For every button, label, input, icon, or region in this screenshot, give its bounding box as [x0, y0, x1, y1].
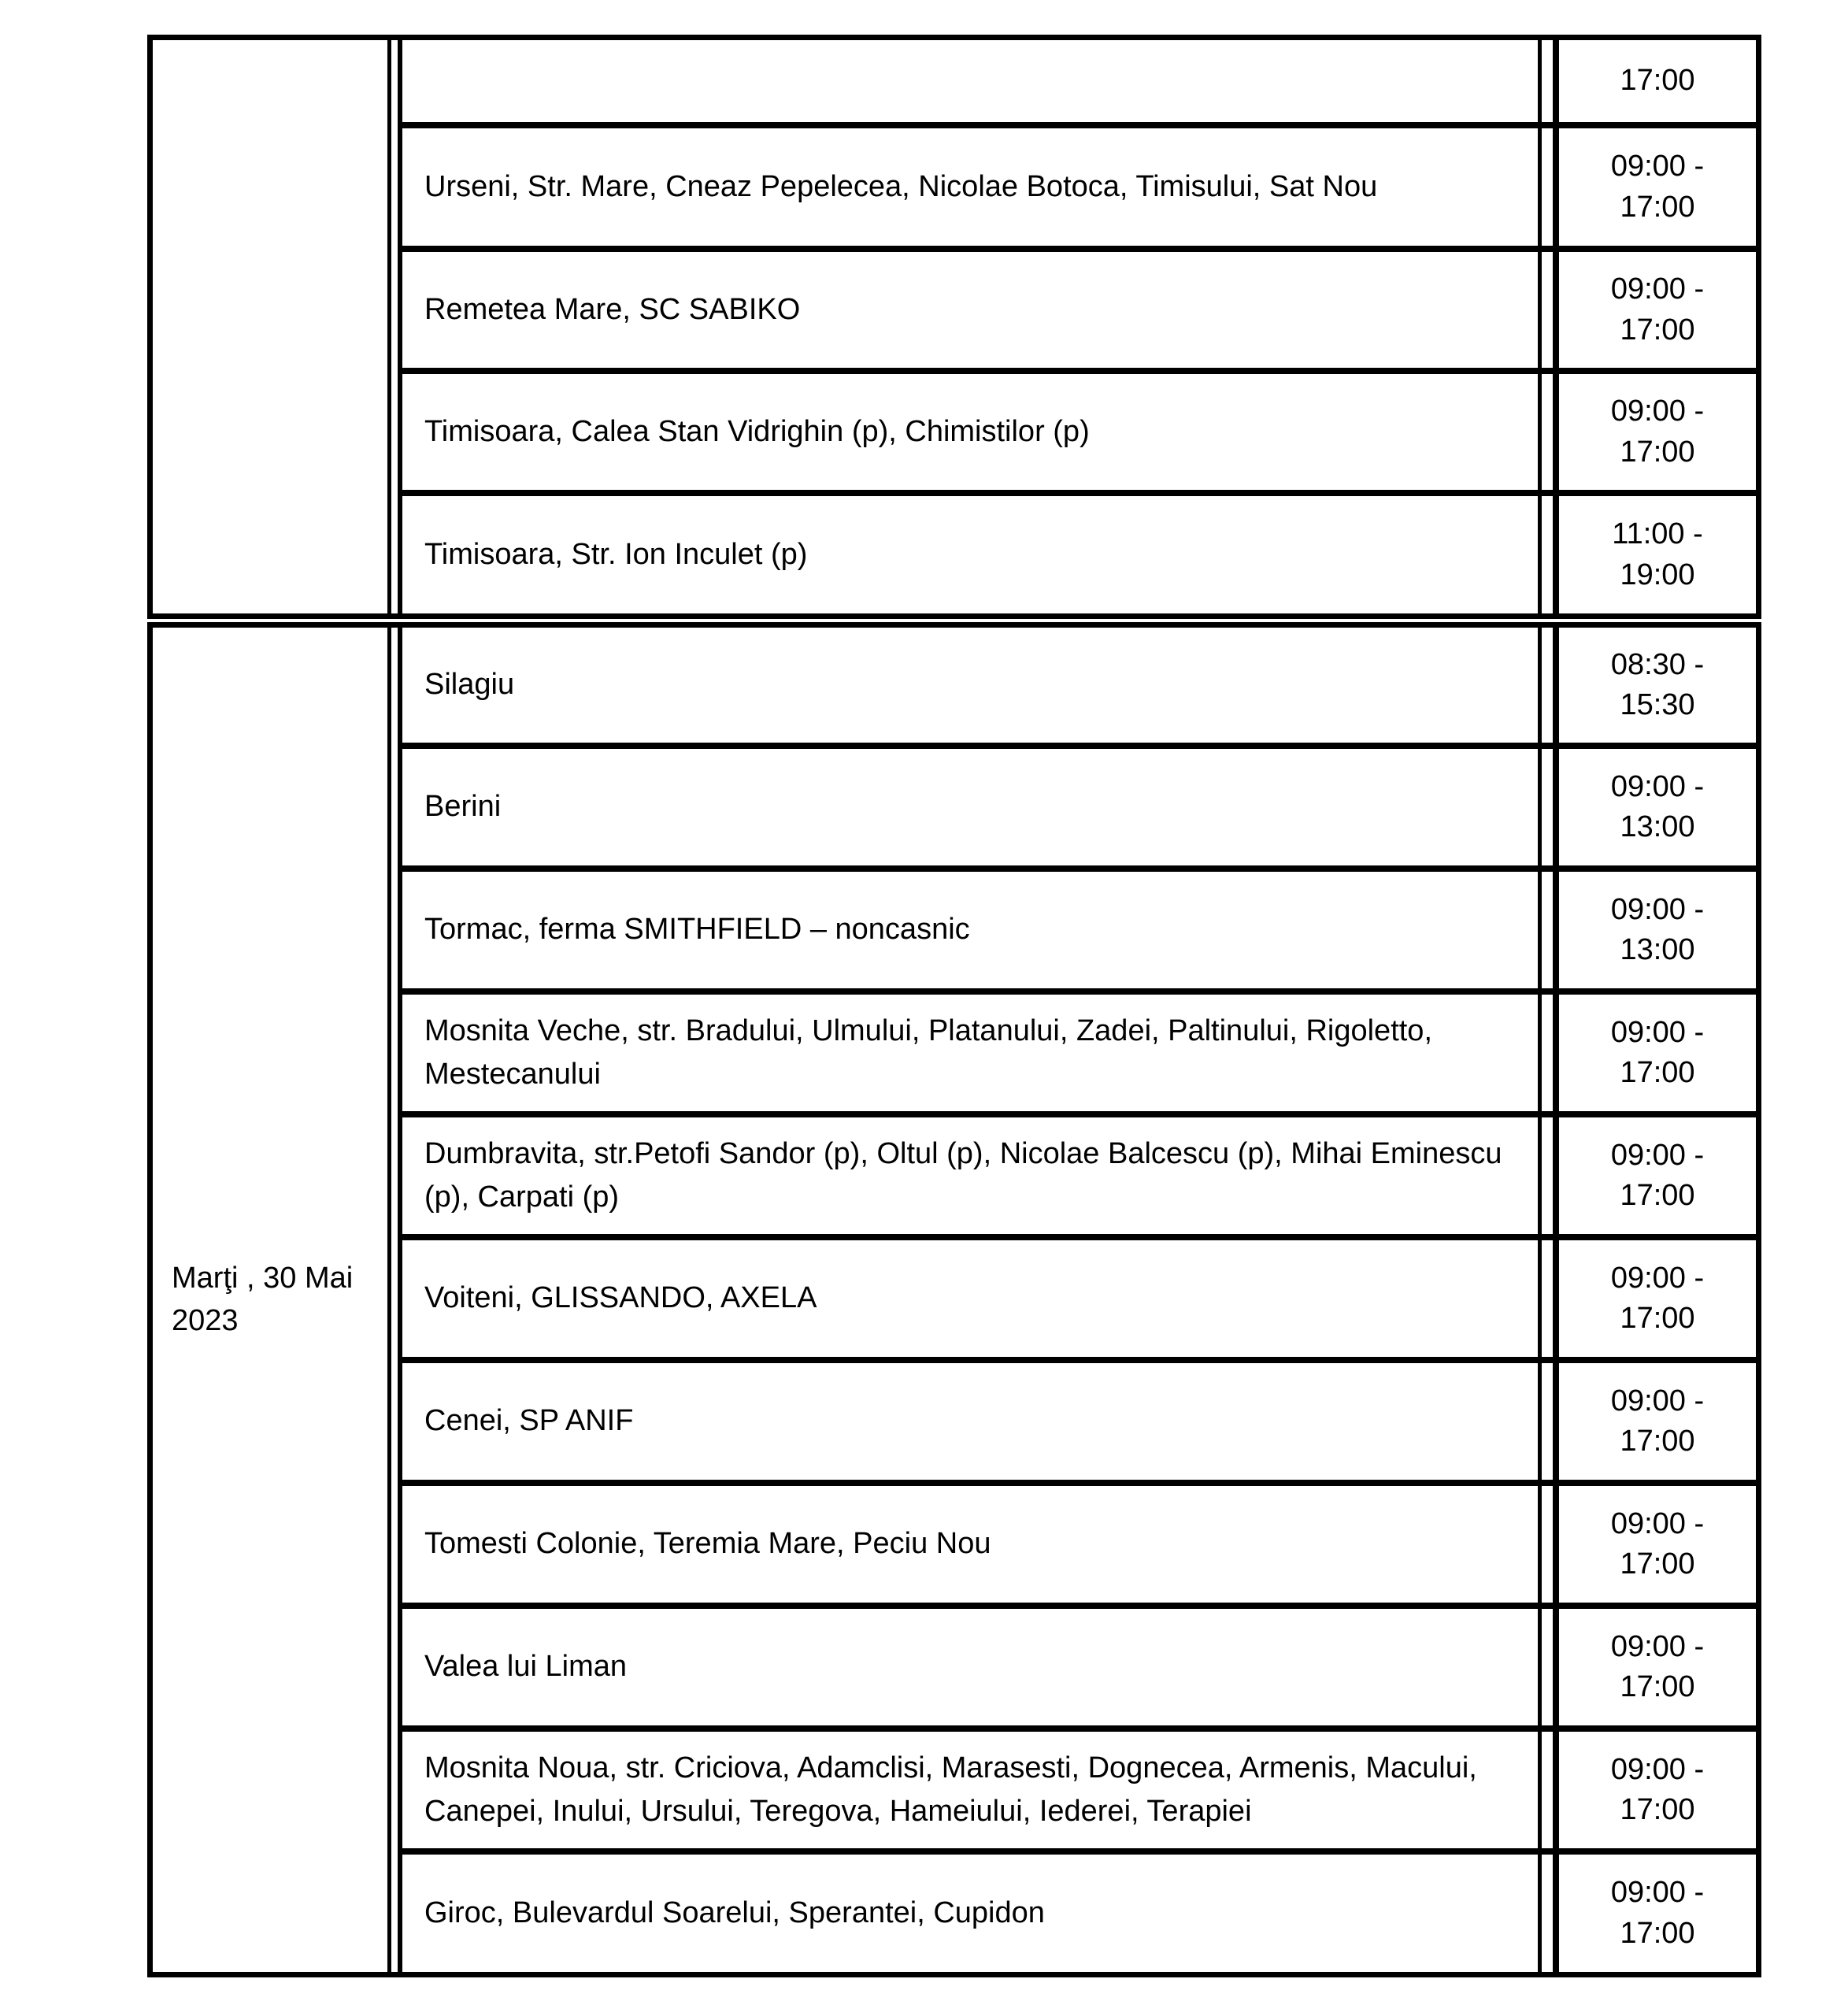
- column-divider-gap: [1542, 1855, 1553, 1972]
- section-rows: [398, 628, 1756, 1972]
- location-cell: Remetea Mare, SC SABIKO: [402, 252, 1542, 368]
- column-divider-gap: [1542, 252, 1553, 368]
- time-cell: 09:00 - 13:00: [1553, 872, 1756, 988]
- column-divider-gap: [1542, 1363, 1553, 1480]
- column-divider-gap: [1542, 496, 1553, 613]
- schedule-section-continuation: [147, 35, 1761, 619]
- table-row: [402, 865, 1756, 988]
- date-cell: [153, 40, 391, 613]
- table-row: [402, 1603, 1756, 1725]
- time-cell: 09:00 - 17:00: [1553, 1609, 1756, 1725]
- table-row: [402, 1848, 1756, 1972]
- time-cell: 09:00 - 17:00: [1553, 1855, 1756, 1972]
- time-cell: 09:00 - 17:00: [1553, 995, 1756, 1111]
- table-row: [402, 743, 1756, 865]
- time-cell: 11:00 - 19:00: [1553, 496, 1756, 613]
- location-cell: Giroc, Bulevardul Soarelui, Sperantei, Cupidon: [402, 1855, 1542, 1972]
- time-cell: 08:30 - 15:30: [1553, 628, 1756, 743]
- table-row: [402, 246, 1756, 368]
- location-cell: Valea lui Liman: [402, 1609, 1542, 1725]
- column-divider-gap: [1542, 749, 1553, 865]
- schedule-section-tuesday-30-mai-2023: [147, 622, 1761, 1977]
- table-row: [402, 40, 1756, 122]
- table-row: [402, 1725, 1756, 1848]
- location-cell: Mosnita Noua, str. Criciova, Adamclisi, Marasesti, Dognecea, Armenis, Macului, Canepei, Inului, Ursului, Teregova, Hameiului, Iederei, Terapiei: [402, 1732, 1542, 1848]
- table-row: [402, 122, 1756, 246]
- column-divider-gap: [1542, 1486, 1553, 1603]
- column-divider-gap: [1542, 995, 1553, 1111]
- section-rows: [398, 40, 1756, 613]
- time-cell: 09:00 - 17:00: [1553, 252, 1756, 368]
- column-divider-gap: [1542, 374, 1553, 490]
- column-divider-gap: [1542, 872, 1553, 988]
- location-cell: Voiteni, GLISSANDO, AXELA: [402, 1240, 1542, 1357]
- time-cell: 09:00 - 17:00: [1553, 1117, 1756, 1234]
- time-cell: 17:00: [1553, 40, 1756, 122]
- column-divider-gap: [1542, 1240, 1553, 1357]
- time-cell: 09:00 - 13:00: [1553, 749, 1756, 865]
- time-cell: 09:00 - 17:00: [1553, 128, 1756, 246]
- time-cell: 09:00 - 17:00: [1553, 1486, 1756, 1603]
- column-divider-gap: [1542, 1609, 1553, 1725]
- table-row: [402, 988, 1756, 1111]
- location-cell: Silagiu: [402, 628, 1542, 743]
- time-cell: 09:00 - 17:00: [1553, 1363, 1756, 1480]
- location-cell: Timisoara, Str. Ion Inculet (p): [402, 496, 1542, 613]
- column-divider-gap: [1542, 1732, 1553, 1848]
- time-cell: 09:00 - 17:00: [1553, 1240, 1756, 1357]
- table-row: [402, 1357, 1756, 1480]
- column-divider-gap: [1542, 628, 1553, 743]
- table-row: [402, 628, 1756, 743]
- column-divider-gap: [1542, 40, 1553, 122]
- location-cell: Tomesti Colonie, Teremia Mare, Peciu Nou: [402, 1486, 1542, 1603]
- table-row: [402, 1234, 1756, 1357]
- location-cell: Cenei, SP ANIF: [402, 1363, 1542, 1480]
- table-row: [402, 368, 1756, 490]
- location-cell: [402, 40, 1542, 122]
- location-cell: Mosnita Veche, str. Bradului, Ulmului, Platanului, Zadei, Paltinului, Rigoletto, Mestecanului: [402, 995, 1542, 1111]
- time-cell: 09:00 - 17:00: [1553, 374, 1756, 490]
- column-divider-gap: [1542, 128, 1553, 246]
- column-divider-gap: [1542, 1117, 1553, 1234]
- location-cell: Urseni, Str. Mare, Cneaz Pepelecea, Nicolae Botoca, Timisului, Sat Nou: [402, 128, 1542, 246]
- location-cell: Dumbravita, str.Petofi Sandor (p), Oltul (p), Nicolae Balcescu (p), Mihai Eminescu (p), Carpati (p): [402, 1117, 1542, 1234]
- time-cell: 09:00 - 17:00: [1553, 1732, 1756, 1848]
- location-cell: Tormac, ferma SMITHFIELD – noncasnic: [402, 872, 1542, 988]
- table-row: [402, 1480, 1756, 1603]
- location-cell: Berini: [402, 749, 1542, 865]
- location-cell: Timisoara, Calea Stan Vidrighin (p), Chimistilor (p): [402, 374, 1542, 490]
- table-row: [402, 1111, 1756, 1234]
- table-row: [402, 490, 1756, 613]
- date-cell: Marţi , 30 Mai 2023: [153, 628, 391, 1972]
